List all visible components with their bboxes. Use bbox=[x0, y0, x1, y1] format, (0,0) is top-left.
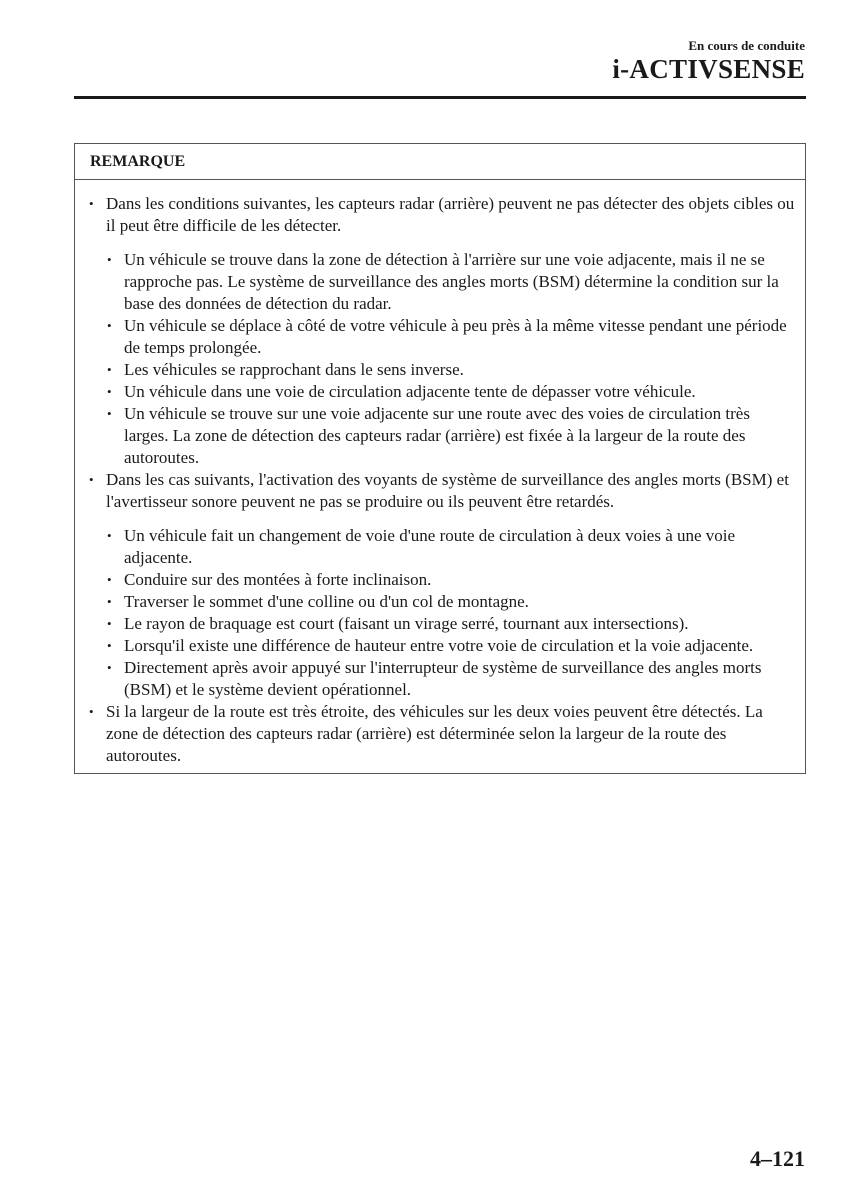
sub-list-item-text: Conduire sur des montées à forte inclinaison. bbox=[124, 570, 432, 589]
sub-list-item-text: Un véhicule fait un changement de voie d'une route de circulation à deux voies à une voie adjacente. bbox=[124, 526, 736, 567]
sub-list-item-text: Directement après avoir appuyé sur l'interrupteur de système de surveillance des angles morts (BSM) et le système devient opérationnel. bbox=[124, 658, 762, 699]
page-number: 4–121 bbox=[750, 1146, 805, 1171]
bullet-icon: • bbox=[89, 704, 94, 719]
sub-list-item bbox=[89, 613, 795, 635]
note-body bbox=[75, 180, 805, 773]
sub-list-item bbox=[89, 381, 795, 403]
sub-list-item bbox=[89, 315, 795, 359]
list-item bbox=[89, 701, 795, 767]
list-item-text: Dans les conditions suivantes, les capteurs radar (arrière) peuvent ne pas détecter des objets cibles ou il peut être difficile de les détecter. bbox=[106, 194, 795, 235]
sub-list bbox=[89, 249, 795, 469]
sub-list-item bbox=[89, 525, 795, 569]
sub-list bbox=[89, 525, 795, 701]
bullet-icon: • bbox=[107, 318, 112, 333]
sub-list-item bbox=[89, 403, 795, 469]
sub-list-item-text: Un véhicule se trouve sur une voie adjacente sur une route avec des voies de circulation très larges. La zone de détection des capteurs radar (arrière) est fixée à la largeur de la route des autoroutes. bbox=[124, 404, 750, 467]
bullet-icon: • bbox=[107, 594, 112, 609]
bullet-icon: • bbox=[89, 196, 94, 211]
bullet-icon: • bbox=[107, 638, 112, 653]
sub-list-item-text: Traverser le sommet d'une colline ou d'un col de montagne. bbox=[124, 592, 529, 611]
sub-list-item bbox=[89, 249, 795, 315]
page-title: i-ACTIVSENSE bbox=[612, 54, 805, 84]
note-heading: REMARQUE bbox=[75, 144, 805, 180]
bullet-icon: • bbox=[89, 472, 94, 487]
bullet-icon: • bbox=[107, 572, 112, 587]
sub-list-item-text: Un véhicule se déplace à côté de votre véhicule à peu près à la même vitesse pendant une période de temps prolongée. bbox=[124, 316, 787, 357]
sub-list-item-text: Un véhicule dans une voie de circulation adjacente tente de dépasser votre véhicule. bbox=[124, 382, 696, 401]
bullet-icon: • bbox=[107, 660, 112, 675]
sub-list-item-text: Un véhicule se trouve dans la zone de détection à l'arrière sur une voie adjacente, mais il ne se rapproche pas. Le système de surveillance des angles morts (BSM) détermine la condition sur la base des données de détection du radar. bbox=[124, 250, 779, 313]
header-rule bbox=[74, 96, 806, 99]
list-item-text: Si la largeur de la route est très étroite, des véhicules sur les deux voies peuvent être détectés. La zone de détection des capteurs radar (arrière) est déterminée selon la largeur de la route des autoroutes. bbox=[106, 702, 763, 765]
list-item bbox=[89, 469, 795, 513]
list-item-text: Dans les cas suivants, l'activation des voyants de système de surveillance des angles morts (BSM) et l'avertisseur sonore peuvent ne pas se produire ou ils peuvent être retardés. bbox=[106, 470, 789, 511]
sub-list-item bbox=[89, 635, 795, 657]
bullet-icon: • bbox=[107, 252, 112, 267]
sub-list-item bbox=[89, 359, 795, 381]
note-box bbox=[74, 143, 806, 774]
sub-list-item-text: Les véhicules se rapprochant dans le sens inverse. bbox=[124, 360, 464, 379]
sub-list-item-text: Le rayon de braquage est court (faisant un virage serré, tournant aux intersections). bbox=[124, 614, 689, 633]
bullet-icon: • bbox=[107, 528, 112, 543]
bullet-icon: • bbox=[107, 406, 112, 421]
bullet-icon: • bbox=[107, 362, 112, 377]
sub-list-item bbox=[89, 591, 795, 613]
section-label: En cours de conduite bbox=[688, 38, 805, 53]
list-item bbox=[89, 193, 795, 237]
sub-list-item-text: Lorsqu'il existe une différence de hauteur entre votre voie de circulation et la voie adjacente. bbox=[124, 636, 754, 655]
sub-list-item bbox=[89, 657, 795, 701]
bullet-icon: • bbox=[107, 384, 112, 399]
sub-list-item bbox=[89, 569, 795, 591]
bullet-icon: • bbox=[107, 616, 112, 631]
